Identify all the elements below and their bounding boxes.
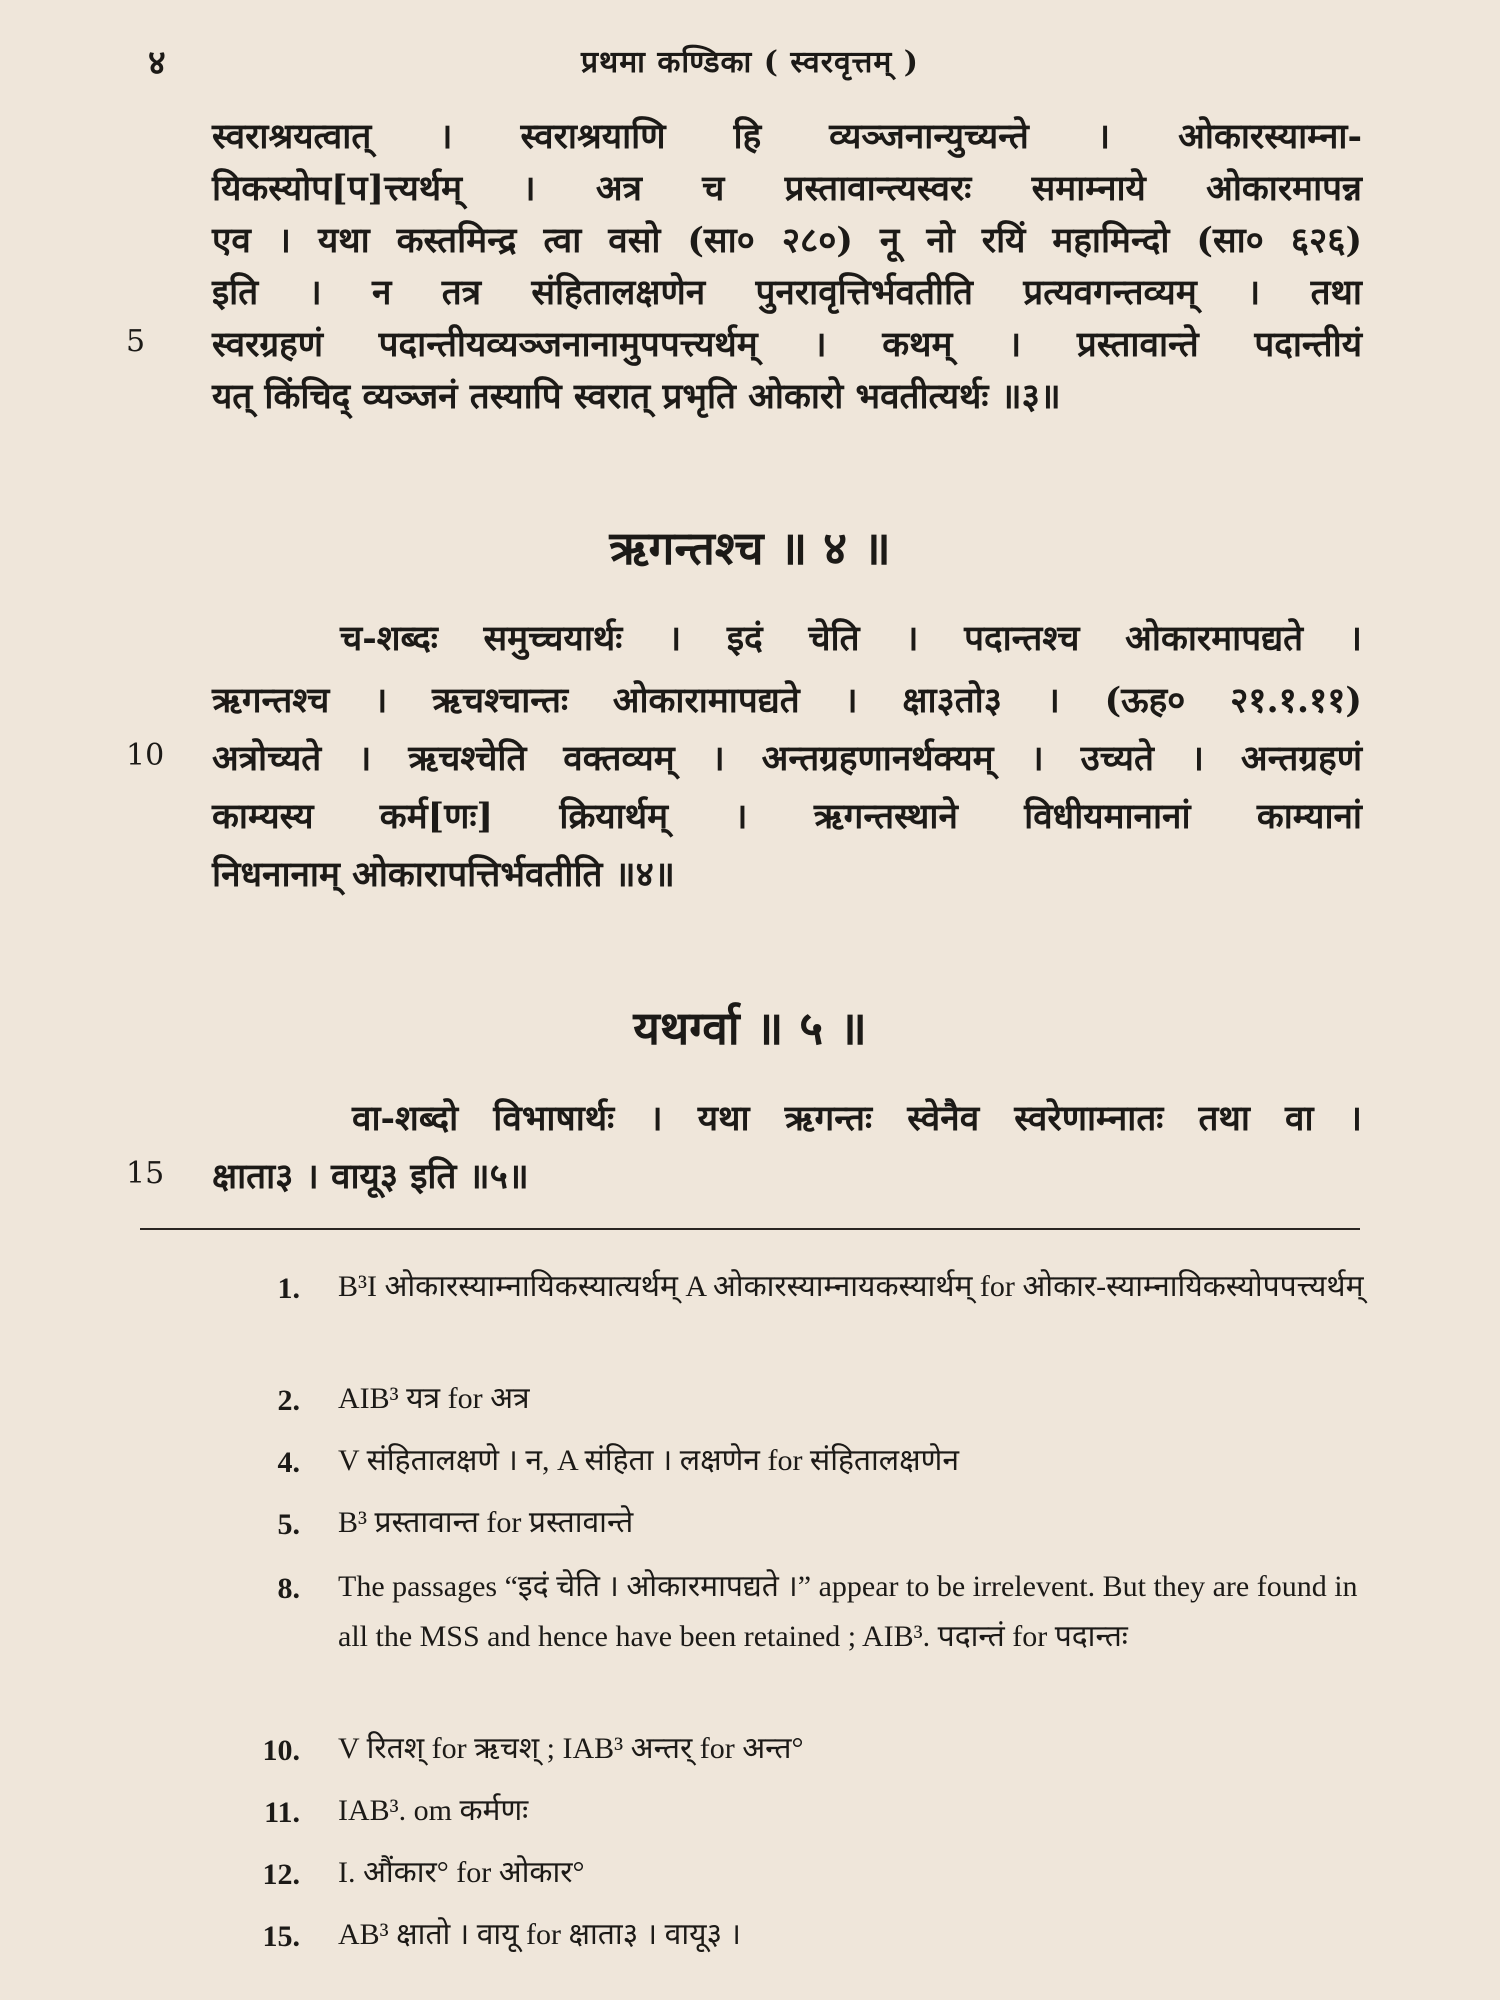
footnote-number: 8. — [277, 1572, 300, 1605]
footnote-number: 12. — [262, 1858, 300, 1891]
commentary-line: इति । न तत्र संहितालक्षणेन पुनरावृत्तिर्भवतीति प्रत्यवगन्तव्यम् । तथा — [212, 272, 1362, 313]
line-number: 10 — [126, 738, 165, 773]
commentary-line: यत् किंचिद् व्यञ्जनं तस्यापि स्वरात् प्रभृति ओकारो भवतीत्यर्थः ॥३॥ — [212, 376, 1061, 417]
commentary-line: यिकस्योप[प]त्त्यर्थम् । अत्र च प्रस्तावान्त्यस्वरः समाम्नाये ओकारमापन्न — [212, 168, 1362, 209]
commentary-line: क्षाता३ । वायू३ इति ॥५॥ — [212, 1156, 529, 1197]
footnote-number: 15. — [262, 1920, 300, 1953]
footnote-text: The passages “इदं चेति । ओकारमापद्यते ।” appear to be irrelevent. But they are found in all the MSS and hence have been retained ; AIB³. पदान्तं for पदान्तः — [338, 1570, 1358, 1653]
footnote-number: 1. — [277, 1272, 300, 1305]
footnote-text: V संहितालक्षणे । न, A संहिता । लक्षणेन for संहितालक्षणेन — [338, 1444, 959, 1477]
commentary-line: निधनानाम् ओकारापत्तिर्भवतीति ॥४॥ — [212, 854, 675, 895]
line-number: 5 — [126, 324, 146, 359]
footnote-text: AB³ क्षातो । वायू for क्षाता३ । वायू३ । — [338, 1918, 741, 1951]
commentary-line: वा-शब्दो विभाषार्थः । यथा ऋगन्तः स्वेनैव स्वरेणाम्नातः तथा वा । — [352, 1098, 1362, 1139]
footnote-text: IAB³. om कर्मणः — [338, 1794, 529, 1827]
commentary-line: स्वराश्रयत्वात् । स्वराश्रयाणि हि व्यञ्जनान्युच्यन्ते । ओकारस्याम्ना- — [212, 116, 1362, 157]
commentary-line: च-शब्दः समुच्चयार्थः । इदं चेति । पदान्तश्च ओकारमापद्यते । — [340, 618, 1362, 659]
line-number: 15 — [126, 1156, 165, 1191]
footnote-number: 10. — [262, 1734, 300, 1767]
footnote-text: AIB³ यत्र for अत्र — [338, 1382, 530, 1415]
commentary-line: एव । यथा कस्तमिन्द्र त्वा वसो (सा० २८०) नू नो रयिं महामिन्दो (सा० ६२६) — [212, 220, 1362, 261]
commentary-line: अत्रोच्यते । ऋचश्चेति वक्तव्यम् । अन्तग्रहणानर्थक्यम् । उच्यते । अन्तग्रहणं — [212, 738, 1362, 779]
footnote-number: 4. — [277, 1446, 300, 1479]
footnote-number: 11. — [264, 1796, 300, 1829]
footnote-number: 2. — [277, 1384, 300, 1417]
commentary-line: स्वरग्रहणं पदान्तीयव्यञ्जनानामुपपत्त्यर्थम् । कथम् । प्रस्तावान्ते पदान्तीयं — [212, 324, 1362, 365]
footnote-divider — [140, 1228, 1360, 1230]
footnote-text: B³I ओकारस्याम्नायिकस्यात्यर्थम् A ओकारस्याम्नायकस्यार्थम् for ओकार-स्याम्नायिकस्योपपत्त्यर्थम् — [338, 1270, 1364, 1303]
sutra-heading: ऋगन्तश्च ॥ ४ ॥ — [609, 521, 891, 575]
page-title: प्रथमा कण्डिका ( स्वरवृत्तम् ) — [580, 45, 919, 80]
page-number: ४ — [148, 43, 166, 83]
footnote-number: 5. — [277, 1508, 300, 1541]
commentary-line: ऋगन्तश्च । ऋचश्चान्तः ओकारामापद्यते । क्षा३तो३ । (ऊह० २१.१.११) — [212, 680, 1362, 721]
footnote-text: V रितश् for ऋचश् ; IAB³ अन्तर् for अन्त° — [338, 1732, 804, 1765]
running-head — [0, 34, 1500, 84]
commentary-line: काम्यस्य कर्म[णः] क्रियार्थम् । ऋगन्तस्थाने विधीयमानानां काम्यानां — [212, 796, 1362, 837]
footnote-text: I. औंकार° for ओकार° — [338, 1856, 585, 1889]
footnote-text: B³ प्रस्तावान्त for प्रस्तावान्ते — [338, 1506, 634, 1539]
sutra-heading: यथर्ग्वा ॥ ५ ॥ — [633, 1001, 867, 1055]
